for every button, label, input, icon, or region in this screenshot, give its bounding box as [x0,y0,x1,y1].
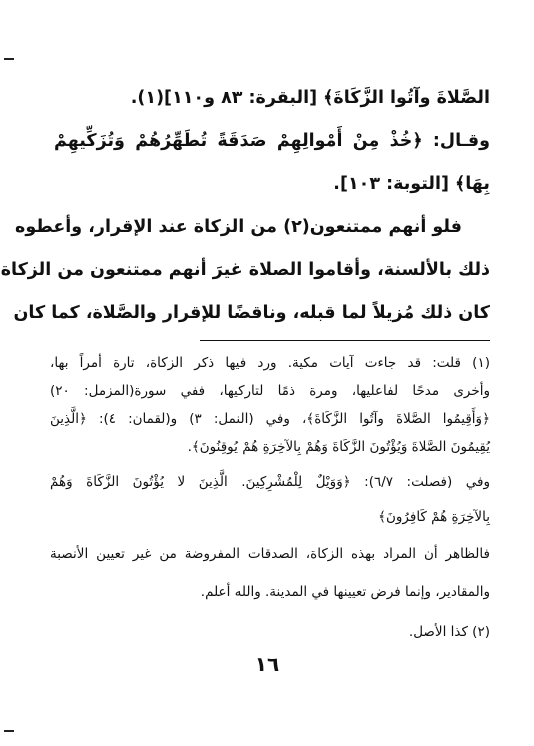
footnote-divider [200,340,490,341]
body-line-1: الصَّلاةَ وآتُوا الزَّكَاةَ﴾ [البقرة: ٨٣ و١١٠](١). [130,88,490,108]
footnote-line-9: (٢) كذا الأصل. [408,624,490,640]
footnote-line-4: يُقِيمُونَ الصَّلاةَ وَيُؤْتُونَ الزَّكَاةَ وَهُمْ بِالآخِرَةِ هُمْ يُوقِنُونَ﴾. [187,439,490,455]
margin-mark-bottom [4,730,14,732]
footnote-line-3: ﴿وَأَقِيمُوا الصَّلاةَ وآتُوا الزَّكَاةَ﴾، وفي (النمل: ٣) و(لقمان: ٤): ﴿الَّذِينَ [50,411,490,427]
footnote-line-6: بِالآخِرَةِ هُمْ كَافِرُونَ﴾ [378,509,490,525]
body-line-5: ذلك بالألسنة، وأقاموا الصلاة غيرَ أنهم ممتنعون من الزكاة [0,260,490,280]
footnote-line-2: وأخرى مدحًا لفاعليها، ومرة ذمًا لتاركيها، ففي سورة(المزمل: ٢٠) [50,383,490,399]
body-line-2: وقـال: ﴿خُذْ مِنْ أَمْوالِهِمْ صَدَقَةً تُطَهِّرُهُمْ وَتُزَكِّيهِمْ [54,131,490,151]
footnote-line-7: فالظاهر أن المراد بهذه الزكاة، الصدقات المفروضة من غير تعيين الأنصبة [50,546,490,562]
body-line-4: فلو أنهم ممتنعون(٢) من الزكاة عند الإقرار، وأعطوه [15,217,462,237]
footnote-line-8: والمقادير، وإنما فرض تعيينها في المدينة. والله أعلم. [200,584,490,600]
body-line-3: بِهَا﴾ [التوبة: ١٠٣]. [333,174,490,194]
body-line-6: كان ذلك مُزيلاً لما قبله، وناقضًا للإقرار والصَّلاة، كما كان [13,303,490,323]
footnote-line-5: وفي (فصلت: ٦/٧): ﴿وَوَيْلٌ لِلْمُشْرِكِينَ. الَّذِينَ لا يُؤْتُونَ الزَّكَاةَ وَهُمْ [50,474,491,490]
page-number: ١٦ [254,652,280,676]
footnote-line-1: (١) قلت: قد جاءت آيات مكية. ورد فيها ذكر الزكاة، تارة أمراً بها، [50,355,490,371]
margin-mark-top [4,58,14,60]
